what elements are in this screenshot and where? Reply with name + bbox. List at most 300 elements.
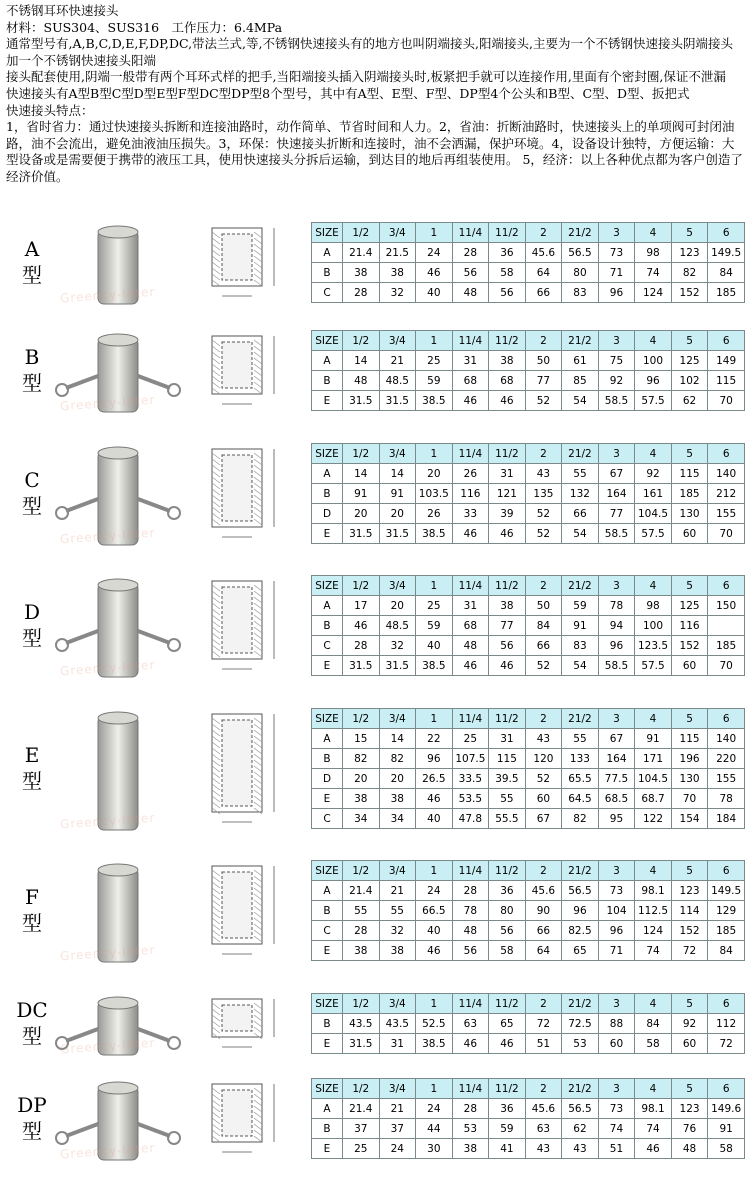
value-cell: 31.5 <box>343 1034 380 1054</box>
value-cell: 52 <box>525 656 562 676</box>
size-header-cell: SIZE <box>312 1079 343 1099</box>
size-cell: 6 <box>708 223 745 243</box>
value-cell: 212 <box>708 484 745 504</box>
value-cell: 67 <box>598 464 635 484</box>
value-cell: 56.5 <box>562 1099 599 1119</box>
value-cell: 104 <box>598 901 635 921</box>
value-cell: 185 <box>708 921 745 941</box>
size-cell: 3/4 <box>379 444 416 464</box>
value-cell: 82.5 <box>562 921 599 941</box>
size-cell: 5 <box>671 861 708 881</box>
dimension-key-cell: B <box>312 371 343 391</box>
value-cell: 38 <box>379 941 416 961</box>
value-cell: 155 <box>708 504 745 524</box>
value-cell: 74 <box>635 941 672 961</box>
size-cell: 2 <box>525 331 562 351</box>
value-cell: 70 <box>708 524 745 544</box>
value-cell: 43.5 <box>379 1014 416 1034</box>
value-cell: 31.5 <box>379 524 416 544</box>
value-cell: 64 <box>525 263 562 283</box>
value-cell: 152 <box>671 283 708 303</box>
value-cell: 125 <box>671 351 708 371</box>
value-cell: 48 <box>452 283 489 303</box>
value-cell: 58 <box>489 263 526 283</box>
value-cell: 24 <box>379 1139 416 1159</box>
value-cell: 84 <box>708 941 745 961</box>
value-cell: 62 <box>562 1119 599 1139</box>
table-row <box>312 769 745 789</box>
type-label <box>14 467 50 519</box>
value-cell: 78 <box>598 596 635 616</box>
dimension-drawing <box>190 443 305 547</box>
table-row <box>312 656 745 676</box>
spec-table <box>311 330 745 411</box>
value-cell: 161 <box>635 484 672 504</box>
value-cell: 98.1 <box>635 881 672 901</box>
dimension-key-cell: B <box>312 263 343 283</box>
size-cell: 5 <box>671 331 708 351</box>
value-cell: 92 <box>635 464 672 484</box>
value-cell: 37 <box>343 1119 380 1139</box>
type-label-line: 型 <box>22 371 42 395</box>
value-cell: 57.5 <box>635 656 672 676</box>
value-cell: 55 <box>562 729 599 749</box>
value-cell: 46 <box>489 524 526 544</box>
dimension-drawing <box>190 330 305 414</box>
size-cell: 3 <box>598 709 635 729</box>
table-row <box>312 901 745 921</box>
value-cell: 58 <box>489 941 526 961</box>
size-cell: 3 <box>598 331 635 351</box>
value-cell: 52 <box>525 769 562 789</box>
value-cell: 104.5 <box>635 504 672 524</box>
value-cell: 38 <box>343 789 380 809</box>
value-cell: 55.5 <box>489 809 526 829</box>
value-cell: 25 <box>452 729 489 749</box>
value-cell: 39 <box>489 504 526 524</box>
value-cell: 185 <box>708 636 745 656</box>
value-cell: 31 <box>452 351 489 371</box>
size-cell: 21/2 <box>562 576 599 596</box>
dimension-key-cell: E <box>312 391 343 411</box>
size-cell: 1/2 <box>343 444 380 464</box>
value-cell: 91 <box>343 484 380 504</box>
value-cell: 32 <box>379 921 416 941</box>
value-cell: 125 <box>671 596 708 616</box>
value-cell: 47.8 <box>452 809 489 829</box>
value-cell: 56 <box>489 283 526 303</box>
type-label <box>14 1092 50 1144</box>
size-cell: 11/2 <box>489 994 526 1014</box>
value-cell: 133 <box>562 749 599 769</box>
value-cell: 140 <box>708 729 745 749</box>
value-cell: 60 <box>671 524 708 544</box>
value-cell: 68 <box>489 371 526 391</box>
value-cell: 28 <box>343 283 380 303</box>
spec-table <box>311 993 745 1054</box>
value-cell: 72 <box>708 1034 745 1054</box>
size-cell: 1/2 <box>343 331 380 351</box>
spec-table <box>311 575 745 676</box>
value-cell: 149.6 <box>708 1099 745 1119</box>
size-cell: 2 <box>525 861 562 881</box>
value-cell: 41 <box>489 1139 526 1159</box>
intro-usage: 接头配套使用,阴端一般带有两个耳环式样的把手,当阳端接头插入阴端接头时,板紧把手就可以连接作用,里面有个密封圈,保证不泄漏 <box>6 69 726 85</box>
value-cell: 94 <box>598 616 635 636</box>
value-cell: 43 <box>525 729 562 749</box>
value-cell: 46 <box>635 1139 672 1159</box>
spec-table <box>311 708 745 829</box>
value-cell: 154 <box>671 809 708 829</box>
value-cell: 14 <box>379 729 416 749</box>
value-cell: 77.5 <box>598 769 635 789</box>
size-header-row <box>312 709 745 729</box>
value-cell: 48 <box>452 636 489 656</box>
size-cell: 11/2 <box>489 331 526 351</box>
value-cell: 48 <box>671 1139 708 1159</box>
size-cell: 4 <box>635 994 672 1014</box>
value-cell: 15 <box>343 729 380 749</box>
value-cell: 66 <box>525 921 562 941</box>
value-cell: 32 <box>379 636 416 656</box>
value-cell: 84 <box>708 263 745 283</box>
value-cell: 85 <box>562 371 599 391</box>
value-cell: 48.5 <box>379 616 416 636</box>
value-cell: 129 <box>708 901 745 921</box>
size-cell: 2 <box>525 576 562 596</box>
value-cell: 56 <box>452 941 489 961</box>
value-cell: 164 <box>598 749 635 769</box>
value-cell: 58 <box>635 1034 672 1054</box>
size-cell: 1 <box>416 331 453 351</box>
fitting-photo <box>52 217 184 311</box>
value-cell: 67 <box>598 729 635 749</box>
size-cell: 6 <box>708 444 745 464</box>
value-cell: 37 <box>379 1119 416 1139</box>
value-cell: 21 <box>379 1099 416 1119</box>
type-label-line: D <box>23 600 41 624</box>
size-cell: 2 <box>525 709 562 729</box>
value-cell: 21.4 <box>343 243 380 263</box>
value-cell: 65 <box>562 941 599 961</box>
value-cell: 43.5 <box>343 1014 380 1034</box>
value-cell: 46 <box>489 656 526 676</box>
size-cell: 1 <box>416 994 453 1014</box>
fitting-photo <box>52 855 184 969</box>
value-cell: 74 <box>598 1119 635 1139</box>
watermark: Greency-Inter <box>59 392 156 414</box>
dimension-drawing <box>190 993 305 1057</box>
size-cell: 5 <box>671 576 708 596</box>
value-cell: 149.5 <box>708 881 745 901</box>
type-label <box>14 344 50 396</box>
dimension-key-cell: C <box>312 809 343 829</box>
spec-table <box>311 222 745 303</box>
value-cell: 82 <box>379 749 416 769</box>
value-cell: 98 <box>635 243 672 263</box>
value-cell: 115 <box>708 371 745 391</box>
value-cell: 46 <box>416 263 453 283</box>
value-cell: 38.5 <box>416 656 453 676</box>
value-cell: 70 <box>671 789 708 809</box>
size-cell: 6 <box>708 861 745 881</box>
type-label-line: 型 <box>22 626 42 650</box>
watermark: Greency-Inter <box>59 1035 156 1057</box>
value-cell: 72.5 <box>562 1014 599 1034</box>
dimension-key-cell: A <box>312 1099 343 1119</box>
value-cell: 104.5 <box>635 769 672 789</box>
value-cell: 20 <box>379 504 416 524</box>
table-row <box>312 391 745 411</box>
type-label-line: E <box>24 743 40 767</box>
value-cell: 53 <box>452 1119 489 1139</box>
size-cell: 3/4 <box>379 331 416 351</box>
value-cell: 43 <box>525 464 562 484</box>
value-cell: 46 <box>343 616 380 636</box>
value-cell: 76 <box>671 1119 708 1139</box>
value-cell: 140 <box>708 464 745 484</box>
size-cell: 3/4 <box>379 223 416 243</box>
value-cell: 149 <box>708 351 745 371</box>
size-header-row <box>312 994 745 1014</box>
size-cell: 4 <box>635 331 672 351</box>
value-cell: 100 <box>635 351 672 371</box>
size-cell: 11/2 <box>489 709 526 729</box>
value-cell: 17 <box>343 596 380 616</box>
value-cell: 28 <box>343 636 380 656</box>
dimension-key-cell: A <box>312 243 343 263</box>
value-cell: 53 <box>562 1034 599 1054</box>
value-cell: 132 <box>562 484 599 504</box>
value-cell: 20 <box>379 596 416 616</box>
spec-table <box>311 1078 745 1159</box>
value-cell: 123 <box>671 243 708 263</box>
value-cell: 135 <box>525 484 562 504</box>
type-label-line: 型 <box>22 1024 42 1048</box>
size-header-cell: SIZE <box>312 861 343 881</box>
value-cell: 123 <box>671 881 708 901</box>
value-cell: 63 <box>452 1014 489 1034</box>
size-cell: 21/2 <box>562 1079 599 1099</box>
value-cell: 28 <box>452 243 489 263</box>
value-cell: 14 <box>379 464 416 484</box>
value-cell: 66 <box>525 283 562 303</box>
value-cell: 91 <box>635 729 672 749</box>
value-cell: 46 <box>452 656 489 676</box>
value-cell: 60 <box>598 1034 635 1054</box>
value-cell: 120 <box>525 749 562 769</box>
value-cell: 38.5 <box>416 524 453 544</box>
value-cell: 57.5 <box>635 524 672 544</box>
type-label-line: DC <box>16 998 48 1022</box>
value-cell: 83 <box>562 283 599 303</box>
value-cell: 75 <box>598 351 635 371</box>
size-cell: 5 <box>671 994 708 1014</box>
table-row <box>312 941 745 961</box>
value-cell: 56.5 <box>562 881 599 901</box>
value-cell: 114 <box>671 901 708 921</box>
value-cell: 52 <box>525 524 562 544</box>
fitting-photo <box>52 325 184 419</box>
table-row <box>312 921 745 941</box>
size-cell: 11/4 <box>452 331 489 351</box>
size-header-cell: SIZE <box>312 331 343 351</box>
value-cell: 55 <box>489 789 526 809</box>
value-cell: 80 <box>562 263 599 283</box>
size-cell: 1/2 <box>343 576 380 596</box>
dimension-key-cell: A <box>312 351 343 371</box>
table-row <box>312 243 745 263</box>
size-cell: 1/2 <box>343 861 380 881</box>
value-cell: 34 <box>379 809 416 829</box>
value-cell: 152 <box>671 921 708 941</box>
size-cell: 1 <box>416 709 453 729</box>
value-cell: 62 <box>671 391 708 411</box>
value-cell: 38 <box>452 1139 489 1159</box>
fitting-photo <box>52 703 184 837</box>
size-cell: 2 <box>525 444 562 464</box>
value-cell: 66 <box>562 504 599 524</box>
value-cell: 77 <box>598 504 635 524</box>
fitting-photo <box>52 988 184 1062</box>
intro-title: 不锈钢耳环快速接头 <box>6 3 119 18</box>
value-cell: 100 <box>635 616 672 636</box>
size-header-cell: SIZE <box>312 444 343 464</box>
table-row <box>312 749 745 769</box>
spec-table <box>311 860 745 961</box>
size-header-row <box>312 444 745 464</box>
value-cell: 50 <box>525 351 562 371</box>
value-cell: 103.5 <box>416 484 453 504</box>
value-cell: 149.5 <box>708 243 745 263</box>
value-cell: 31.5 <box>379 391 416 411</box>
intro-features: 1，省时省力：通过快速接头拆断和连接油路时，动作简单、节省时间和人力。2，省油：折断油路时，快速接头上的单项阀可封闭油路，油不会流出，避免油液油压损失。3，环保：快速接头折断和连接时，油不会洒漏，保护环境。4，设备设计独特，方便运输：大型设备或是需要便于携带的液压工具，使用快速接头分拆后运输，到达目的地后再组装使用。 5，经济：以上各种优点都为客户创造了经济价值。 <box>6 119 743 184</box>
value-cell: 78 <box>708 789 745 809</box>
value-cell: 52 <box>525 504 562 524</box>
size-cell: 4 <box>635 861 672 881</box>
value-cell: 220 <box>708 749 745 769</box>
dimension-key-cell: C <box>312 636 343 656</box>
fitting-photo <box>52 570 184 684</box>
size-cell: 21/2 <box>562 223 599 243</box>
size-cell: 11/2 <box>489 1079 526 1099</box>
value-cell: 98 <box>635 596 672 616</box>
value-cell: 58.5 <box>598 391 635 411</box>
value-cell: 61 <box>562 351 599 371</box>
value-cell: 65 <box>489 1014 526 1034</box>
value-cell: 39.5 <box>489 769 526 789</box>
value-cell: 82 <box>343 749 380 769</box>
table-row <box>312 263 745 283</box>
value-cell: 155 <box>708 769 745 789</box>
value-cell: 31.5 <box>343 524 380 544</box>
value-cell: 20 <box>379 769 416 789</box>
table-row <box>312 729 745 749</box>
value-cell: 30 <box>416 1139 453 1159</box>
value-cell: 56 <box>489 921 526 941</box>
value-cell: 58.5 <box>598 656 635 676</box>
value-cell: 48 <box>343 371 380 391</box>
type-label <box>14 599 50 651</box>
value-cell: 171 <box>635 749 672 769</box>
size-cell: 2 <box>525 994 562 1014</box>
value-cell: 20 <box>343 504 380 524</box>
size-header-cell: SIZE <box>312 576 343 596</box>
value-cell: 112 <box>708 1014 745 1034</box>
value-cell: 21 <box>379 351 416 371</box>
type-label-line: 型 <box>22 769 42 793</box>
value-cell: 102 <box>671 371 708 391</box>
value-cell: 70 <box>708 656 745 676</box>
size-cell: 3/4 <box>379 576 416 596</box>
table-row <box>312 636 745 656</box>
value-cell: 54 <box>562 656 599 676</box>
type-label-line: 型 <box>22 1119 42 1143</box>
size-cell: 5 <box>671 223 708 243</box>
value-cell: 46 <box>416 941 453 961</box>
dimension-key-cell: E <box>312 941 343 961</box>
table-row <box>312 504 745 524</box>
value-cell: 55 <box>343 901 380 921</box>
value-cell: 24 <box>416 1099 453 1119</box>
size-cell: 2 <box>525 1079 562 1099</box>
size-cell: 11/4 <box>452 861 489 881</box>
value-cell: 14 <box>343 351 380 371</box>
value-cell: 71 <box>598 263 635 283</box>
value-cell: 25 <box>416 596 453 616</box>
value-cell: 57.5 <box>635 391 672 411</box>
dimension-drawing <box>190 708 305 832</box>
value-cell: 48.5 <box>379 371 416 391</box>
value-cell: 26 <box>416 504 453 524</box>
size-cell: 2 <box>525 223 562 243</box>
value-cell: 45.6 <box>525 881 562 901</box>
value-cell: 123.5 <box>635 636 672 656</box>
value-cell: 21.4 <box>343 881 380 901</box>
size-cell: 11/4 <box>452 1079 489 1099</box>
value-cell: 84 <box>635 1014 672 1034</box>
table-row <box>312 596 745 616</box>
watermark: Greency-Inter <box>59 657 156 679</box>
value-cell: 60 <box>671 656 708 676</box>
table-row <box>312 881 745 901</box>
value-cell: 20 <box>416 464 453 484</box>
value-cell: 59 <box>416 371 453 391</box>
type-label-line: B <box>24 345 40 369</box>
size-cell: 6 <box>708 576 745 596</box>
value-cell: 52 <box>525 391 562 411</box>
value-cell: 98.1 <box>635 1099 672 1119</box>
value-cell: 58.5 <box>598 524 635 544</box>
size-cell: 1/2 <box>343 1079 380 1099</box>
size-header-row <box>312 1079 745 1099</box>
value-cell: 130 <box>671 769 708 789</box>
table-row <box>312 1139 745 1159</box>
watermark: Greency-Inter <box>59 810 156 832</box>
value-cell: 46 <box>489 391 526 411</box>
value-cell: 88 <box>598 1014 635 1034</box>
size-cell: 3 <box>598 223 635 243</box>
dimension-key-cell: E <box>312 1139 343 1159</box>
dimension-key-cell: E <box>312 1034 343 1054</box>
size-cell: 1 <box>416 1079 453 1099</box>
value-cell: 53.5 <box>452 789 489 809</box>
value-cell: 115 <box>671 464 708 484</box>
dimension-drawing <box>190 575 305 679</box>
intro-material: 材料：SUS304、SUS316 工作压力：6.4MPa <box>6 19 283 35</box>
value-cell: 20 <box>343 769 380 789</box>
value-cell: 31 <box>452 596 489 616</box>
